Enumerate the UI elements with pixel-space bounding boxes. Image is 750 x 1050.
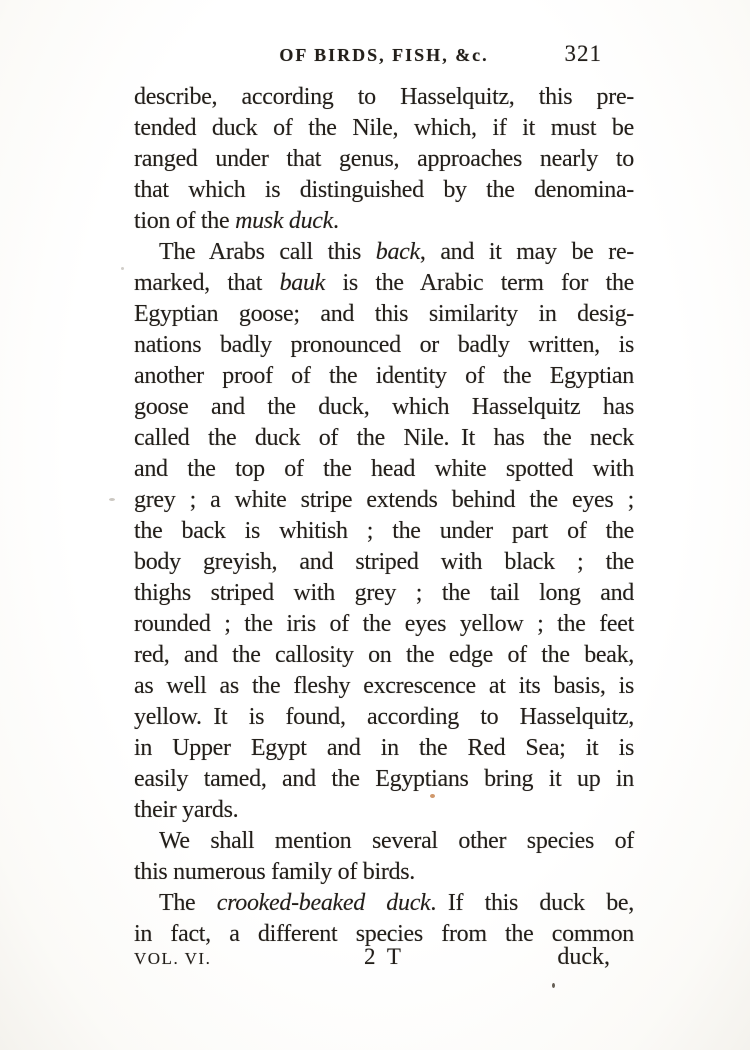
text-line (134, 516, 634, 547)
text-segment: . If this duck be, (430, 890, 634, 916)
italic-term: musk duck (235, 208, 333, 234)
text-lines (134, 82, 634, 950)
text-segment: rounded ; the iris of the eyes yellow ; the feet (134, 611, 634, 637)
catchword: duck, (557, 944, 610, 970)
text-segment: We shall mention several other species of (159, 828, 634, 854)
text-line (134, 671, 634, 702)
italic-term: crooked-beaked duck (216, 890, 431, 916)
text-segment: this numerous family of birds. (134, 859, 415, 885)
text-segment: grey ; a white stripe extends behind the eyes ; (134, 487, 634, 513)
text-line (134, 857, 634, 888)
text-line (134, 330, 634, 361)
text-line (134, 578, 634, 609)
text-segment: yellow. It is found, according to Hasselquitz, (134, 704, 634, 730)
text-line (134, 144, 634, 175)
text-segment: in fact, a different species from the common (134, 921, 634, 947)
text-line (134, 237, 634, 268)
text-line (134, 361, 634, 392)
text-segment: tion of the (134, 208, 236, 234)
text-line (134, 175, 634, 206)
text-segment: describe, according to Hasselquitz, this pre- (134, 84, 634, 110)
text-segment: goose and the duck, which Hasselquitz has (134, 394, 634, 420)
text-line (134, 640, 634, 671)
text-segment: that which is distinguished by the denomina- (134, 177, 634, 203)
running-header-title: OF BIRDS, FISH, &c. (279, 45, 489, 65)
text-line (134, 547, 634, 578)
scan-speck (121, 267, 124, 270)
text-line (134, 113, 634, 144)
italic-term: bauk (279, 270, 326, 296)
text-segment: nations badly pronounced or badly written, is (134, 332, 634, 358)
text-segment: and the top of the head white spotted with (134, 456, 634, 482)
text-segment: easily tamed, and the Egyptians bring it up in (134, 766, 634, 792)
italic-term: back (375, 239, 420, 265)
text-line (134, 268, 634, 299)
text-segment: as well as the fleshy excrescence at its basis, is (134, 673, 634, 699)
text-line (134, 733, 634, 764)
text-line (134, 826, 634, 857)
text-segment: The Arabs call this (159, 239, 376, 265)
volume-label: VOL. VI. (134, 949, 212, 968)
text-segment: their yards. (134, 797, 239, 823)
scan-speck (552, 983, 555, 988)
text-line (134, 82, 634, 113)
text-segment: thighs striped with grey ; the tail long and (134, 580, 634, 606)
text-segment: is the Arabic term for the (325, 270, 634, 296)
text-segment: tended duck of the Nile, which, if it must be (134, 115, 634, 141)
text-segment: another proof of the identity of the Egyptian (134, 363, 634, 389)
scan-speck (430, 794, 435, 798)
text-line (134, 702, 634, 733)
text-segment: red, and the callosity on the edge of the beak, (134, 642, 634, 668)
text-line (134, 485, 634, 516)
text-line (134, 795, 634, 826)
text-segment: , and it may be re- (419, 239, 634, 265)
text-segment: body greyish, and striped with black ; the (134, 549, 634, 575)
text-line (134, 423, 634, 454)
text-segment: called the duck of the Nile. It has the neck (134, 425, 634, 451)
text-segment: the back is whitish ; the under part of the (134, 518, 634, 544)
scan-speck (109, 498, 115, 501)
text-line (134, 299, 634, 330)
text-line (134, 454, 634, 485)
text-segment: ranged under that genus, approaches nearly to (134, 146, 634, 172)
text-line (134, 888, 634, 919)
page-footer (134, 944, 634, 971)
text-segment: Egyptian goose; and this similarity in desig- (134, 301, 634, 327)
text-segment: in Upper Egypt and in the Red Sea; it is (134, 735, 634, 761)
text-segment: The (159, 890, 217, 916)
page-number: 321 (564, 41, 602, 66)
text-line (134, 206, 634, 237)
running-header (134, 41, 634, 67)
text-segment: . (333, 208, 339, 234)
text-line (134, 764, 634, 795)
text-line (134, 609, 634, 640)
text-segment: marked, that (134, 270, 280, 296)
text-line (134, 392, 634, 423)
signature-mark: 2 T (364, 944, 404, 969)
